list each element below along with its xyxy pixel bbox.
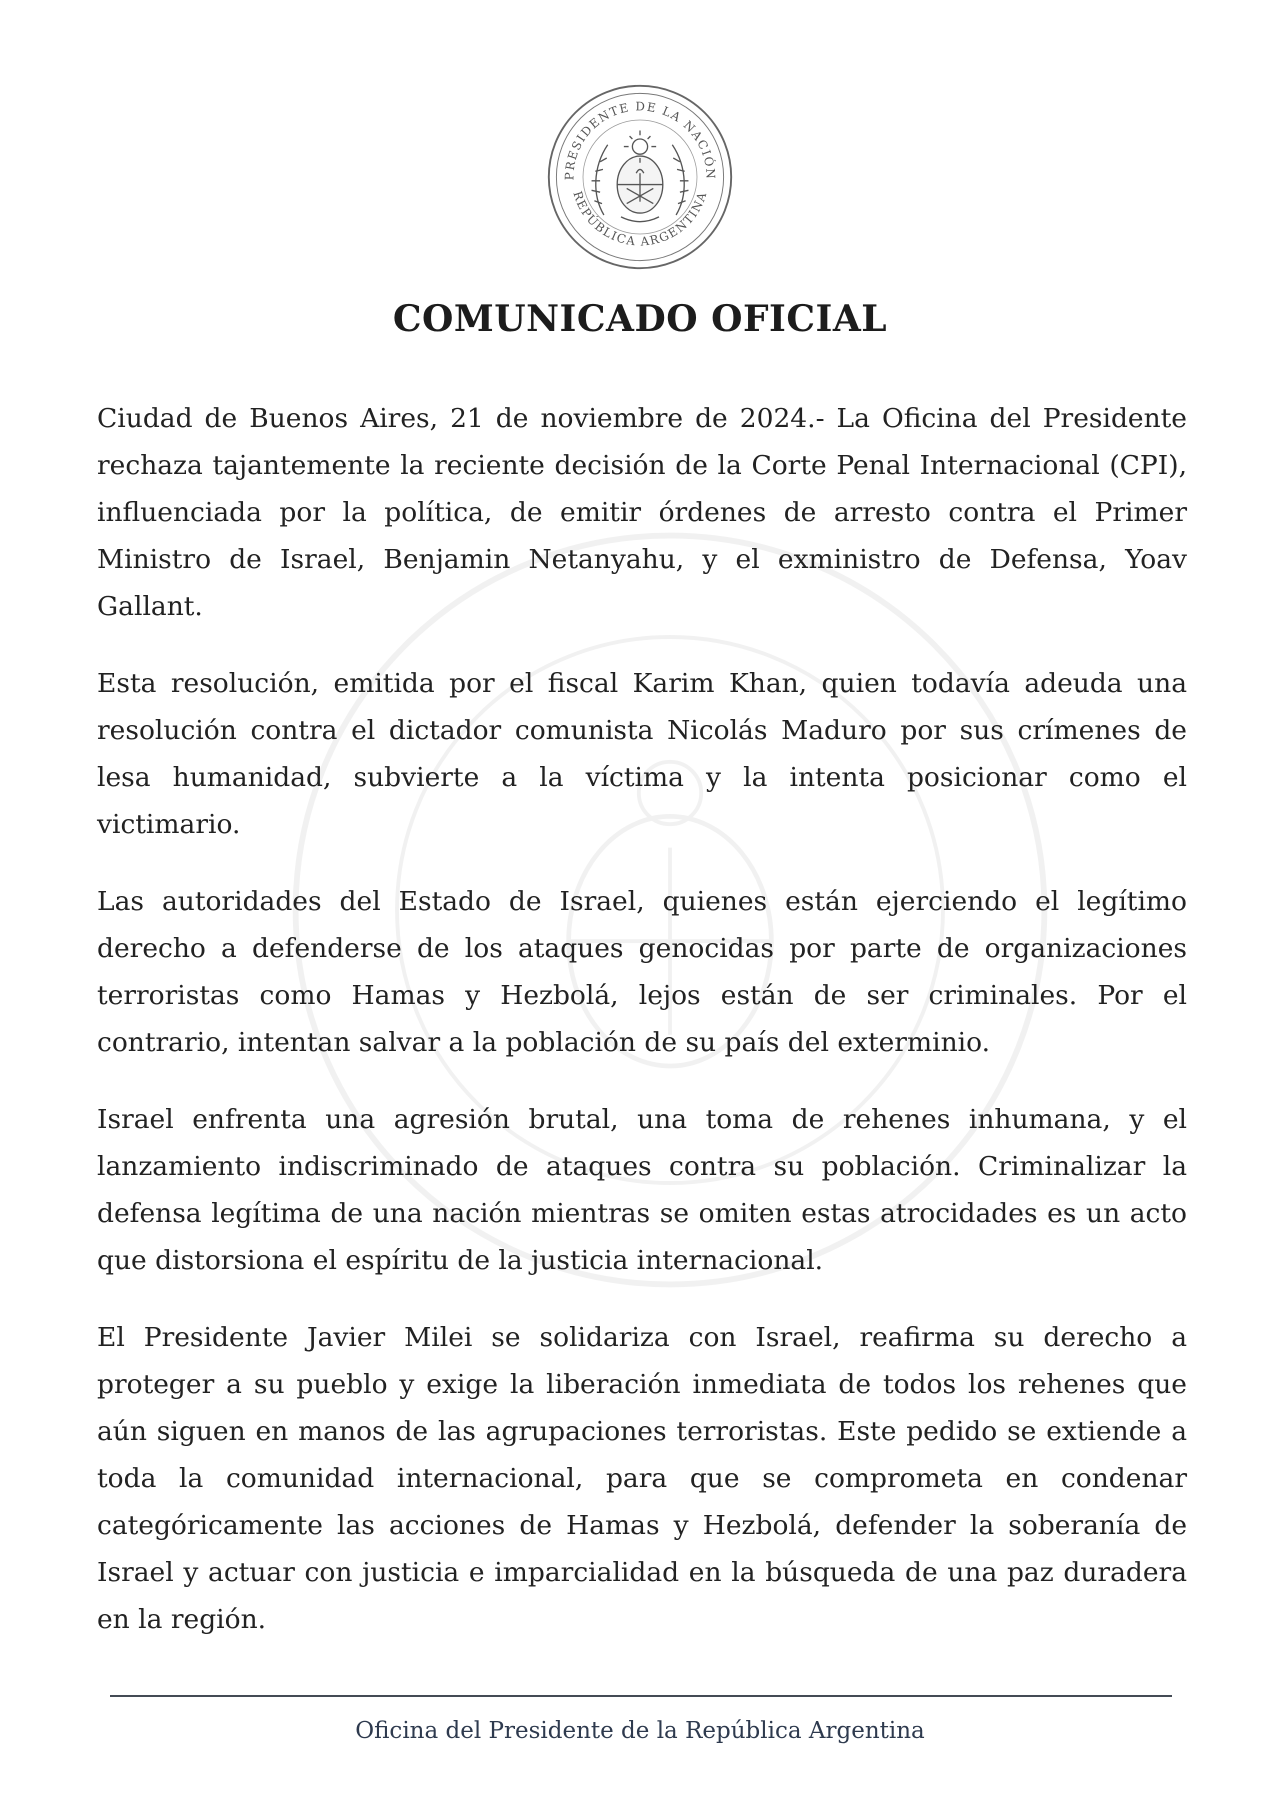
paragraph: El Presidente Javier Milei se solidariza con Israel, reafirma su derecho a proteger a su pueblo y exige la liberación inmediata de todos los rehenes que aún siguen en manos de las agrupaciones terroristas. Este pedido se extiende a toda la comunidad internacional, para que se comprometa en condenar categóricamente las acciones de Hamas y Hezbolá, defender la soberanía de Israel y actuar con justicia e imparcialidad en la búsqueda de una paz duradera en la región. <box>97 1322 1187 1635</box>
presidential-seal <box>545 82 735 272</box>
paragraph: Israel enfrenta una agresión brutal, una toma de rehenes inhumana, y el lanzamiento indiscriminado de ataques contra su población. Criminalizar la defensa legítima de una nación mientras se omiten estas atrocidades es un acto que distorsiona el espíritu de la justicia internacional. <box>97 1104 1187 1276</box>
seal-bottom-text: REPÚBLICA ARGENTINA <box>570 189 710 249</box>
footer-divider <box>110 1695 1172 1697</box>
paragraph: Ciudad de Buenos Aires, 21 de noviembre de 2024.- La Oficina del Presidente rechaza tajantemente la reciente decisión de la Corte Penal Internacional (CPI), influenciada por la política, de emitir órdenes de arresto contra el Primer Ministro de Israel, Benjamin Netanyahu, y el exministro de Defensa, Yoav Gallant. <box>97 403 1187 622</box>
footer-office-name: Oficina del Presidente de la República Argentina <box>355 1718 925 1744</box>
statement-body <box>97 395 1187 1673</box>
paragraph: Esta resolución, emitida por el fiscal Karim Khan, quien todavía adeuda una resolución contra el dictador comunista Nicolás Maduro por sus crímenes de lesa humanidad, subvierte a la víctima y la intenta posicionar como el victimario. <box>97 668 1187 840</box>
page-title: COMUNICADO OFICIAL <box>392 298 888 340</box>
seal-top-text: PRESIDENTE DE LA NACIÓN <box>562 99 718 181</box>
paragraph: Las autoridades del Estado de Israel, quienes están ejerciendo el legítimo derecho a defenderse de los ataques genocidas por parte de organizaciones terroristas como Hamas y Hezbolá, lejos están de ser criminales. Por el contrario, intentan salvar a la población de su país del exterminio. <box>97 886 1187 1058</box>
